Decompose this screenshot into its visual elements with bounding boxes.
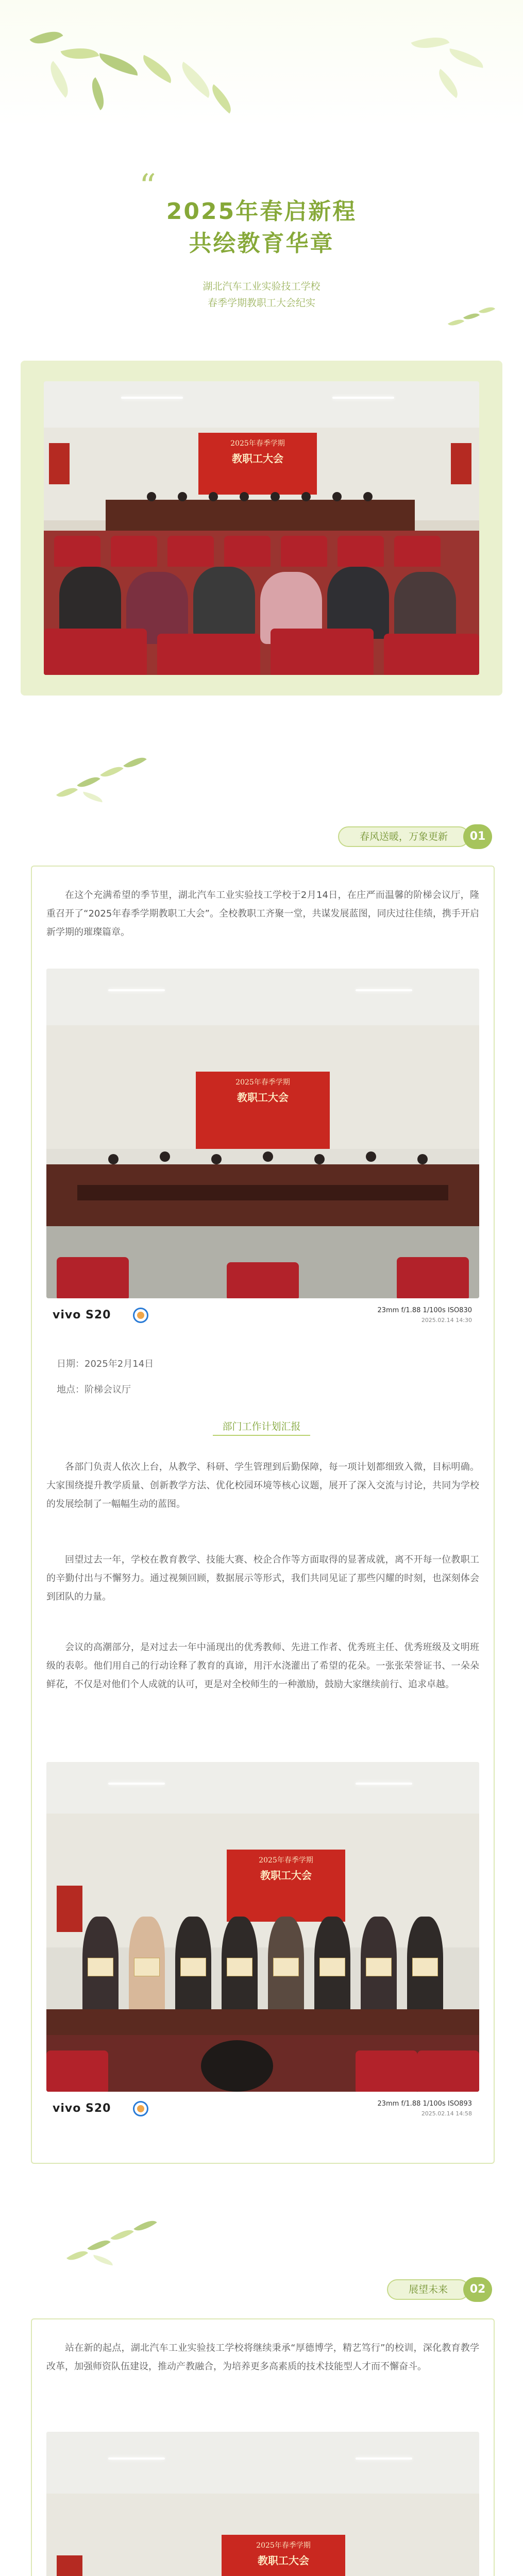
leaf-decoration-top-left	[10, 10, 258, 144]
photo-1-banner-line-1: 2025年春季学期	[235, 1078, 290, 1087]
title-line-1: 2025年春启新程	[166, 198, 357, 225]
section-1-para-3: 会议的高潮部分，是对过去一年中涌现出的优秀教师、先进工作者、优秀班主任、优秀班级及文明班级的表彰。他们用自己的行动诠释了教育的真谛，用汗水浇灌出了希望的花朵。一张张荣誉证书、一朵朵鲜花，不仅是对他们个人成就的认可，更是对全校师生的一种激励，鼓励大家继续前行、追求卓越。	[46, 1642, 479, 1690]
section-1-photo-2	[46, 1762, 479, 2092]
banner-line-2: 教职工大会	[232, 452, 283, 465]
banner-line-1: 2025年春季学期	[230, 439, 285, 448]
section-1-photo-1-caption	[46, 1298, 479, 1334]
photo-3-banner-line-1: 2025年春季学期	[256, 2541, 311, 2550]
subtitle-line-1: 湖北汽车工业实验技工学校	[203, 281, 320, 292]
leaf-sprig-section-2	[62, 2210, 175, 2272]
quote-mark: “	[139, 167, 156, 206]
section-1-photo-1	[46, 969, 479, 1298]
section-1-para-2: 回望过去一年，学校在教育教学、技能大赛、校企合作等方面取得的显著成就，离不开每一位教职工的辛勤付出与不懈努力。通过视频回顾，数据展示等形式，我们共同见证了那些闪耀的时刻，也深刻体会到团队的力量。	[46, 1554, 479, 1602]
photo-1-banner-line-2: 教职工大会	[237, 1091, 289, 1104]
camera-spec: 23mm f/1.88 1/100s ISO830	[377, 1307, 472, 1314]
event-date: 日期：2025年2月14日	[57, 1359, 154, 1369]
title-line-2: 共绘教育华章	[189, 230, 334, 257]
photo-2-banner-line-2: 教职工大会	[260, 1869, 312, 1882]
section-2-para-1: 站在新的起点，湖北汽车工业实验技工学校将继续秉承“厚德博学，精艺笃行”的校训，深化教育教学改革，加强师资队伍建设，推动产教融合，为培养更多高素质的技术技能型人才而不懈奋斗。	[46, 2343, 479, 2372]
subtitle-line-2: 春季学期教职工大会纪实	[207, 297, 315, 309]
leaf-sprig-section-1	[52, 747, 165, 809]
section-1-para-1: 各部门负责人依次上台，从教学、科研、学生管理到后勤保障，每一项计划都细致入微，目标明确。大家围绕提升教学质量、创新教学方法、优化校园环境等核心议题，展开了深入交流与讨论，共同为学校的发展绘制了一幅幅生动的蓝图。	[46, 1462, 479, 1510]
section-2-header	[286, 2277, 492, 2302]
section-1-intro: 在这个充满希望的季节里，湖北汽车工业实验技工学校于2月14日，在庄严而温馨的阶梯会议厅，隆重召开了“2025年春季学期教职工大会”。全校教职工齐聚一堂，共谋发展蓝图，同庆过往佳绩，携手开启新学期的璀璨篇章。	[46, 890, 479, 938]
section-2-number: 02	[463, 2277, 492, 2302]
section-2-photo-1	[46, 2432, 479, 2576]
hero-photo	[44, 381, 479, 675]
sub-heading-label: 部门工作计划汇报	[213, 1417, 310, 1436]
camera-spec: 23mm f/1.88 1/100s ISO893	[377, 2100, 472, 2108]
photo-2-stage-banner	[227, 1850, 345, 1922]
hero-stage-banner	[198, 433, 317, 495]
section-1-header	[204, 824, 492, 849]
hero-photo-frame	[21, 361, 502, 696]
leaf-sprig-header	[443, 299, 505, 335]
photo-1-stage-banner	[196, 1072, 330, 1149]
section-1-photo-2-caption	[46, 2092, 479, 2128]
section-2-title: 展望未来	[387, 2279, 469, 2300]
section-1-title: 春风送暖，万象更新	[338, 826, 469, 847]
camera-brand: vivo S20	[53, 2102, 111, 2115]
zeiss-logo-icon	[133, 2101, 148, 2116]
camera-date: 2025.02.14 14:58	[421, 2110, 472, 2117]
event-place: 地点：阶梯会议厅	[57, 1384, 131, 1395]
camera-date: 2025.02.14 14:30	[421, 1317, 472, 1324]
zeiss-logo-icon	[133, 1308, 148, 1323]
sub-heading-department-plans	[0, 1417, 523, 1436]
photo-3-stage-banner	[222, 2535, 345, 2576]
section-1-number: 01	[463, 824, 492, 849]
leaf-decoration-top-right	[392, 15, 515, 118]
photo-3-banner-line-2: 教职工大会	[258, 2554, 309, 2567]
page-title	[0, 196, 523, 311]
photo-2-banner-line-1: 2025年春季学期	[259, 1856, 313, 1865]
camera-brand: vivo S20	[53, 1309, 111, 1321]
